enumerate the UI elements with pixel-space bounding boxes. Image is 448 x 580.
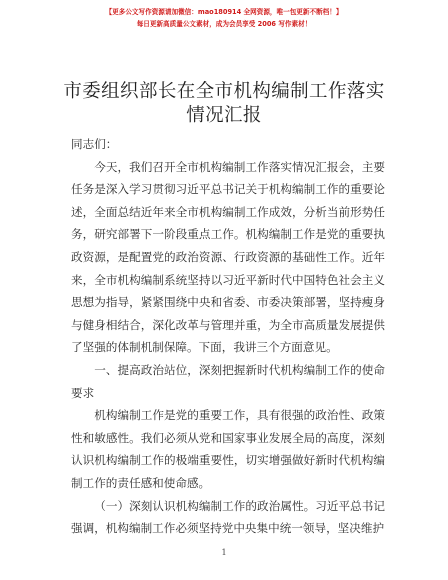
section-heading-1: 一、提高政治站位，深刻把握新时代机构编制工作的使命要求 xyxy=(71,362,385,400)
page-number: 1 xyxy=(221,548,227,557)
document-body xyxy=(71,133,385,540)
salutation: 同志们： xyxy=(71,137,118,151)
promo-banner xyxy=(0,6,448,30)
promo-banner-line-1: 【更多公文写作资源请加微信：mao180914 全网资源，唯一包更新不断档！】 xyxy=(105,8,343,16)
paragraph-subsection-1: （一）深刻认识机构编制工作的政治属性。习近平总书记强调，机构编制工作必须坚持党中央集中统一领导，坚决维护 xyxy=(71,498,385,536)
document-title: 市委组织部长在全市机构编制工作落实情况汇报 xyxy=(63,81,385,126)
paragraph-intro: 今天，我们召开全市机构编制工作落实情况汇报会，主要任务是深入学习贯彻习近平总书记关于机构编制工作的重要论述，全面总结近年来全市机构编制工作成效，分析当前形势任务，研究部署下一阶段重点工作。机构编制工作是党的重要执政资源，是配置党的政治资源、行政资源的基础性工作。近年来，全市机构编制系统坚持以习近平新时代中国特色社会主义思想为指导，紧紧围绕中央和省委、市委决策部署，坚持瘦身与健身相结合，深化改革与管理并重，为全市高质量发展提供了坚强的体制机制保障。下面，我讲三个方面意见。 xyxy=(71,159,385,355)
promo-banner-line-2: 每日更新高质量公文素材，成为会员享受 2006 写作素材！ xyxy=(136,20,312,28)
paragraph-section-1: 机构编制工作是党的重要工作，具有很强的政治性、政策性和敏感性。我们必须从党和国家事业发展全局的高度，深刻认识机构编制工作的极端重要性，切实增强做好新时代机构编制工作的责任感和使命感。 xyxy=(71,408,385,490)
